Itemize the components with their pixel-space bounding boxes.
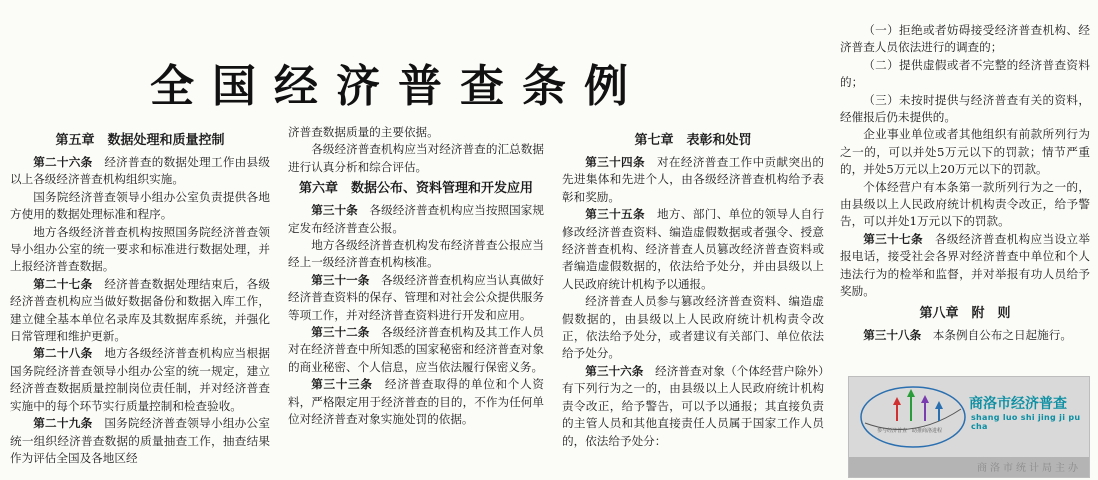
article-number: 第三十一条 (311, 272, 370, 287)
article-33 (288, 376, 544, 428)
article-32 (288, 324, 544, 376)
paragraph: 个体经营户有本条第一款所列行为之一的，由县级以上人民政府统计机构责令改正，给予警告，可以并处1万元以下的罚款。 (840, 179, 1090, 229)
article-number: 第二十七条 (33, 276, 93, 291)
brand-text: 商洛市经济普查 (969, 396, 1067, 412)
article-text: 本条例自公布之日起施行。 (932, 327, 1072, 342)
paragraph: 济普查数据质量的主要依据。 (288, 125, 439, 139)
chapter-7-heading: 第七章 表彰和处罚 (634, 133, 752, 148)
article-number: 第二十八条 (33, 346, 93, 361)
article-number: 第二十九条 (33, 416, 93, 431)
article-text: 各级经济普查机构应当认真做好经济普查资料的保存、管理和对社会公众提供服务等项工作，并对经济普查资料进行开发和应用。 (288, 272, 544, 322)
article-text: 各级经济普查机构及其工作人员对在经济普查中所知悉的国家秘密和经济普查对象的商业秘密、个人信息，应当依法履行保密义务。 (288, 325, 544, 374)
column-1 (10, 128, 270, 467)
article-number: 第三十条 (311, 203, 358, 218)
census-emblem-icon (853, 379, 973, 459)
article-number: 第三十三条 (311, 377, 373, 392)
article-number: 第三十七条 (863, 231, 923, 246)
article-37 (840, 231, 1090, 301)
article-number: 第三十六条 (585, 363, 644, 378)
article-text: 经济普查的数据处理工作由县级以上各级经济普查机构组织实施。 (10, 155, 270, 187)
column-3 (562, 128, 824, 450)
list-item: （一）拒绝或者妨碍接受经济普查机构、经济普查人员依法进行的调查的； (840, 23, 1090, 55)
article-text: 地方、部门、单位的领导人自行修改经济普查资料、编造虚假数据或者强令、授意经济普查机构、经济普查人员篡改经济普查资料或者编造虚假数据的，依法给予处分，并由县级以上人民政府统计机构予以通报。 (562, 207, 824, 291)
article-36 (562, 363, 824, 450)
brand-pinyin: shang luo shi jing ji pu cha (971, 413, 1081, 431)
article-28 (10, 345, 270, 415)
article-31 (288, 272, 544, 324)
article-number: 第二十六条 (33, 155, 93, 169)
article-34 (562, 154, 824, 206)
paragraph: 企业事业单位或者其他组织有前款所列行为之一的，可以并处5万元以下的罚款；情节严重的，并处5万元以上20万元以下的罚款。 (840, 127, 1090, 177)
column-4 (840, 22, 1090, 344)
paragraph: 地方各级经济普查机构发布经济普查公报应当经上一级经济普查机构核准。 (288, 238, 544, 270)
column-2 (288, 124, 544, 429)
slogan-text: 参与经济普查 助推商洛进程 (877, 428, 943, 434)
list-item: （三）未按时提供与经济普查有关的资料，经催报后仍未提供的。 (840, 92, 1090, 125)
chapter-5-heading: 第五章 数据处理和质量控制 (55, 133, 225, 148)
article-text: 地方各级经济普查机构应当根据国务院经济普查领导小组办公室的统一规定，建立经济普查数据质量控制岗位责任制，并对经济普查实施中的每个环节实行质量控制和检查验收。 (10, 346, 270, 413)
article-number: 第三十二条 (311, 325, 370, 340)
article-30 (288, 202, 544, 237)
chapter-6-heading: 第六章 数据公布、资料管理和开发应用 (298, 181, 533, 197)
article-35 (562, 206, 824, 293)
article-text: 经济普查数据处理结束后，各级经济普查机构应当做好数据备份和数据入库工作，建立健全基本单位名录库及其数据库系统，并强化日常管理和维护更新。 (10, 276, 270, 344)
paragraph: 地方各级经济普查机构按照国务院经济普查领导小组办公室的统一要求和标准进行数据处理，并上报经济普查数据。 (10, 224, 270, 274)
article-29 (10, 415, 270, 467)
paragraph: 经济普查人员参与篡改经济普查资料、编造虚假数据的，由县级以上人民政府统计机构责令改正，依法给予处分，或者建议有关部门、单位依法给予处分。 (562, 294, 824, 361)
article-text: 国务院经济普查领导小组办公室统一组织经济普查数据的质量抽查工作，抽查结果作为评估全国及各地区经 (10, 416, 270, 465)
footer-text: 商洛市统计局主办 (977, 463, 1081, 474)
article-text: 经济普查对象（个体经营户除外）有下列行为之一的，由县级以上人民政府统计机构责令改正，给予警告，可以予以通报；其直接负责的主管人员和其他直接责任人员属于国家工作人员的，依法给予处分： (562, 363, 824, 448)
article-number: 第三十八条 (863, 327, 922, 342)
article-text: 经济普查取得的单位和个人资料，严格限定用于经济普查的目的，不作为任何单位对经济普查对象实施处罚的依据。 (288, 377, 544, 427)
paragraph: 各级经济普查机构应当对经济普查的汇总数据进行认真分析和综合评估。 (288, 142, 544, 174)
chapter-8-heading: 第八章 附 则 (919, 305, 1011, 321)
article-text: 各级经济普查机构应当设立举报电话，接受社会各界对经济普查中单位和个人违法行为的检举和监督，并对举报有功人员给予奖励。 (840, 231, 1090, 299)
article-26 (10, 154, 270, 189)
article-number: 第三十五条 (585, 207, 645, 222)
article-27 (10, 276, 270, 346)
article-text: 对在经济普查工作中贡献突出的先进集体和先进个人，由各级经济普查机构给予表彰和奖励。 (562, 155, 824, 204)
article-number: 第三十四条 (585, 155, 645, 169)
article-38 (840, 327, 1090, 344)
list-item: （二）提供虚假或者不完整的经济普查资料的； (840, 57, 1090, 90)
article-text: 各级经济普查机构应当按照国家规定发布经济普查公报。 (288, 203, 544, 235)
paragraph: 国务院经济普查领导小组办公室负责提供各地方使用的数据处理标准和程序。 (10, 189, 270, 222)
census-logo-banner (848, 376, 1090, 478)
page-title: 全国经济普查条例 (150, 61, 646, 112)
